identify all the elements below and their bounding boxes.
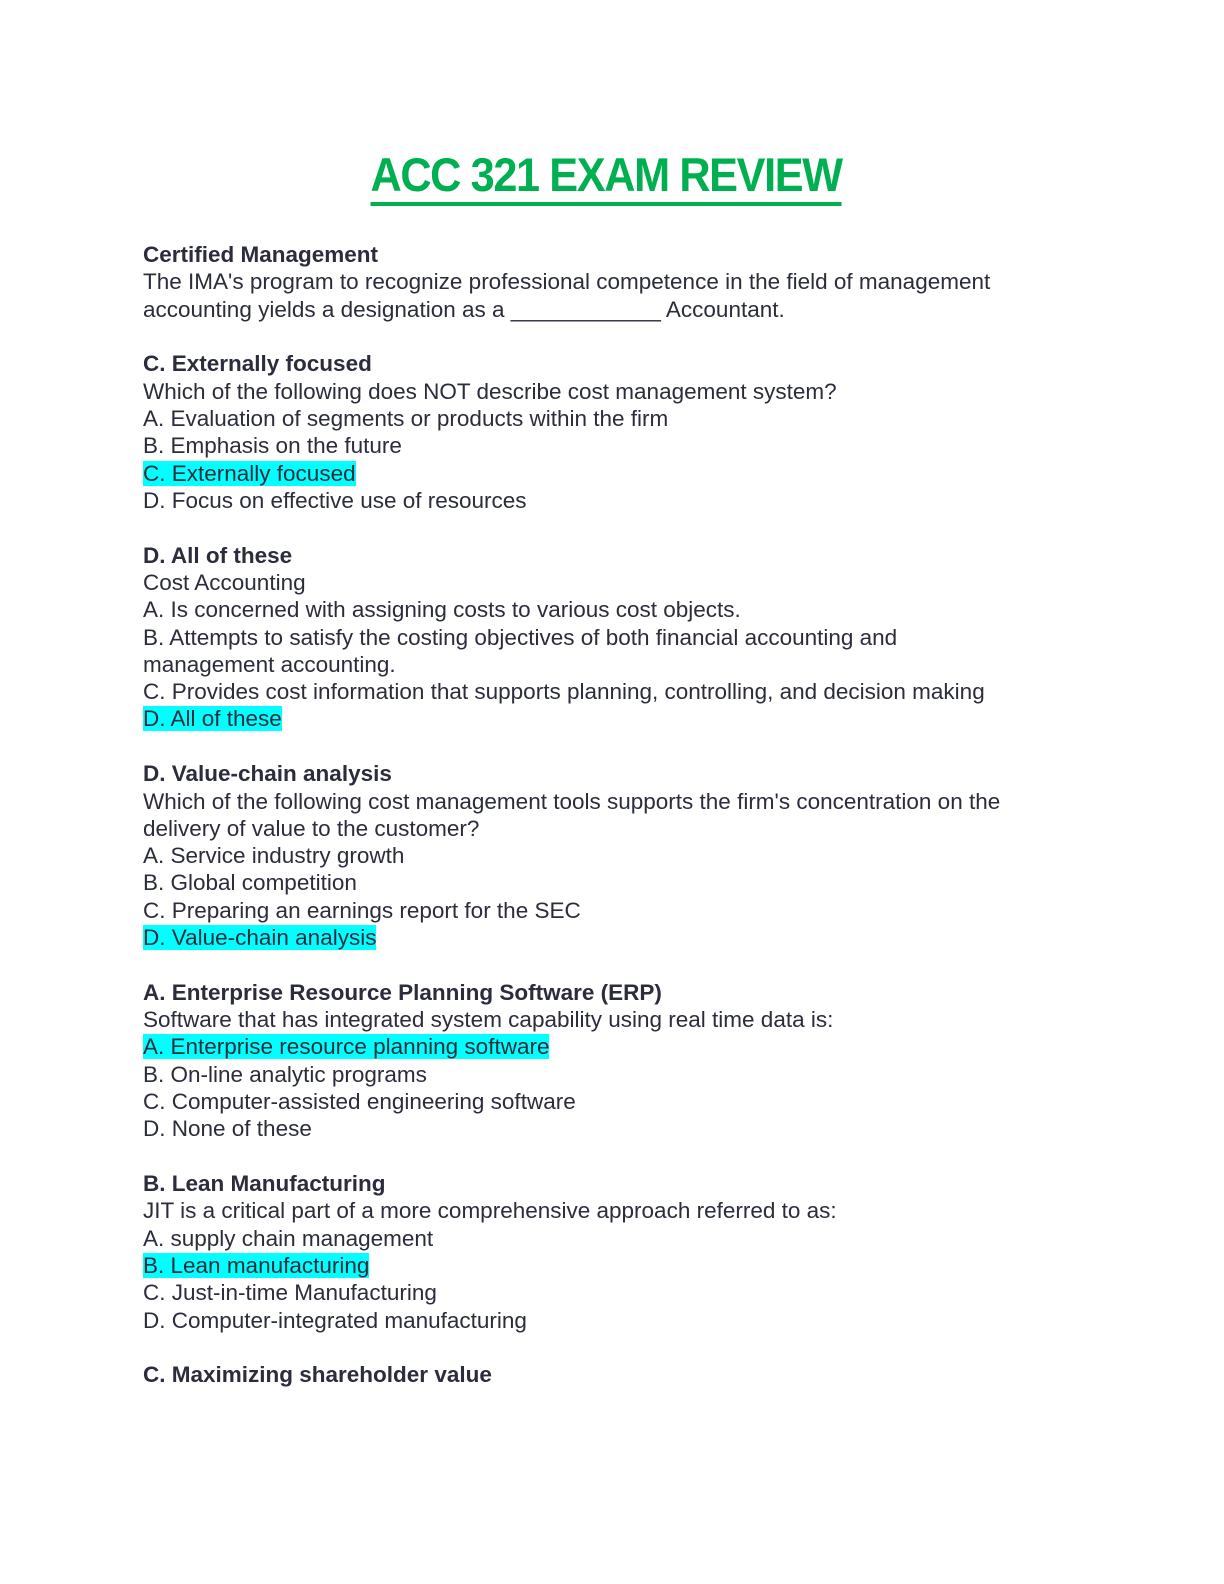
line-text: D. Focus on effective use of resources (143, 487, 527, 513)
question-line (143, 405, 1083, 432)
question-line (143, 651, 1083, 678)
question-line (143, 1006, 1083, 1033)
answer-heading: C. Maximizing shareholder value (143, 1362, 492, 1388)
question-block (143, 542, 1083, 733)
question-line (143, 432, 1083, 459)
question-line (143, 1061, 1083, 1088)
question-block (143, 350, 1083, 514)
line-text: delivery of value to the customer? (143, 815, 480, 841)
question-line (143, 1279, 1083, 1306)
line-text: B. Attempts to satisfy the costing objectives of both financial accounting and (143, 624, 898, 650)
question-line (143, 815, 1083, 842)
highlighted-text: D. All of these (143, 706, 282, 732)
question-line (143, 569, 1083, 596)
answer-heading: D. Value-chain analysis (143, 761, 392, 787)
line-text: management accounting. (143, 651, 396, 677)
line-text: D. None of these (143, 1116, 312, 1142)
line-text: Software that has integrated system capability using real time data is: (143, 1007, 834, 1033)
question-line (143, 1115, 1083, 1142)
question-line (143, 596, 1083, 623)
answer-heading: A. Enterprise Resource Planning Software (ERP) (143, 979, 662, 1005)
question-line (143, 897, 1083, 924)
question-line (143, 1197, 1083, 1224)
question-line (143, 268, 1083, 295)
line-text: C. Just-in-time Manufacturing (143, 1280, 437, 1306)
line-text: A. supply chain management (143, 1225, 434, 1251)
line-text: B. Emphasis on the future (143, 433, 402, 459)
answer-heading: D. All of these (143, 542, 293, 568)
question-line (143, 1088, 1083, 1115)
answer-heading: B. Lean Manufacturing (143, 1171, 386, 1197)
line-text: accounting yields a designation as a ____________ Accountant. (143, 296, 785, 322)
question-block (143, 979, 1083, 1143)
title-text: ACC 321 EXAM REVIEW (370, 148, 841, 206)
question-line (143, 842, 1083, 869)
line-text: C. Provides cost information that supports planning, controlling, and decision making (143, 679, 985, 705)
highlighted-text: A. Enterprise resource planning software (143, 1034, 550, 1060)
highlighted-text: C. Externally focused (143, 460, 356, 486)
highlighted-text: D. Value-chain analysis (143, 925, 377, 951)
question-block (143, 241, 1083, 323)
highlighted-answer-option (143, 1252, 1083, 1279)
highlighted-answer-option (143, 705, 1083, 732)
line-text: Which of the following cost management tools supports the firm's concentration on the (143, 788, 1001, 814)
line-text: Which of the following does NOT describe cost management system? (143, 378, 837, 404)
question-line (143, 788, 1083, 815)
line-text: D. Computer-integrated manufacturing (143, 1307, 527, 1333)
question-line (143, 378, 1083, 405)
line-text: A. Is concerned with assigning costs to various cost objects. (143, 597, 741, 623)
highlighted-answer-option (143, 1033, 1083, 1060)
question-line (143, 624, 1083, 651)
line-text: Cost Accounting (143, 569, 306, 595)
line-text: C. Computer-assisted engineering software (143, 1089, 576, 1115)
question-line (143, 1225, 1083, 1252)
highlighted-answer-option (143, 460, 1083, 487)
line-text: A. Evaluation of segments or products within the firm (143, 405, 669, 431)
answer-heading: C. Externally focused (143, 351, 372, 377)
question-line (143, 1307, 1083, 1334)
question-block (143, 1361, 1083, 1388)
line-text: B. On-line analytic programs (143, 1061, 427, 1087)
line-text: A. Service industry growth (143, 843, 405, 869)
highlighted-text: B. Lean manufacturing (143, 1253, 370, 1278)
question-list (143, 241, 1083, 1416)
question-block (143, 760, 1083, 951)
line-text: C. Preparing an earnings report for the SEC (143, 897, 581, 923)
question-line (143, 487, 1083, 514)
question-line (143, 869, 1083, 896)
line-text: B. Global competition (143, 870, 357, 896)
line-text: The IMA's program to recognize professional competence in the field of management (143, 269, 991, 295)
question-line (143, 296, 1083, 323)
document-title (0, 148, 1212, 206)
line-text: JIT is a critical part of a more comprehensive approach referred to as: (143, 1198, 837, 1224)
question-block (143, 1170, 1083, 1334)
answer-heading: Certified Management (143, 242, 379, 267)
highlighted-answer-option (143, 924, 1083, 951)
question-line (143, 678, 1083, 705)
